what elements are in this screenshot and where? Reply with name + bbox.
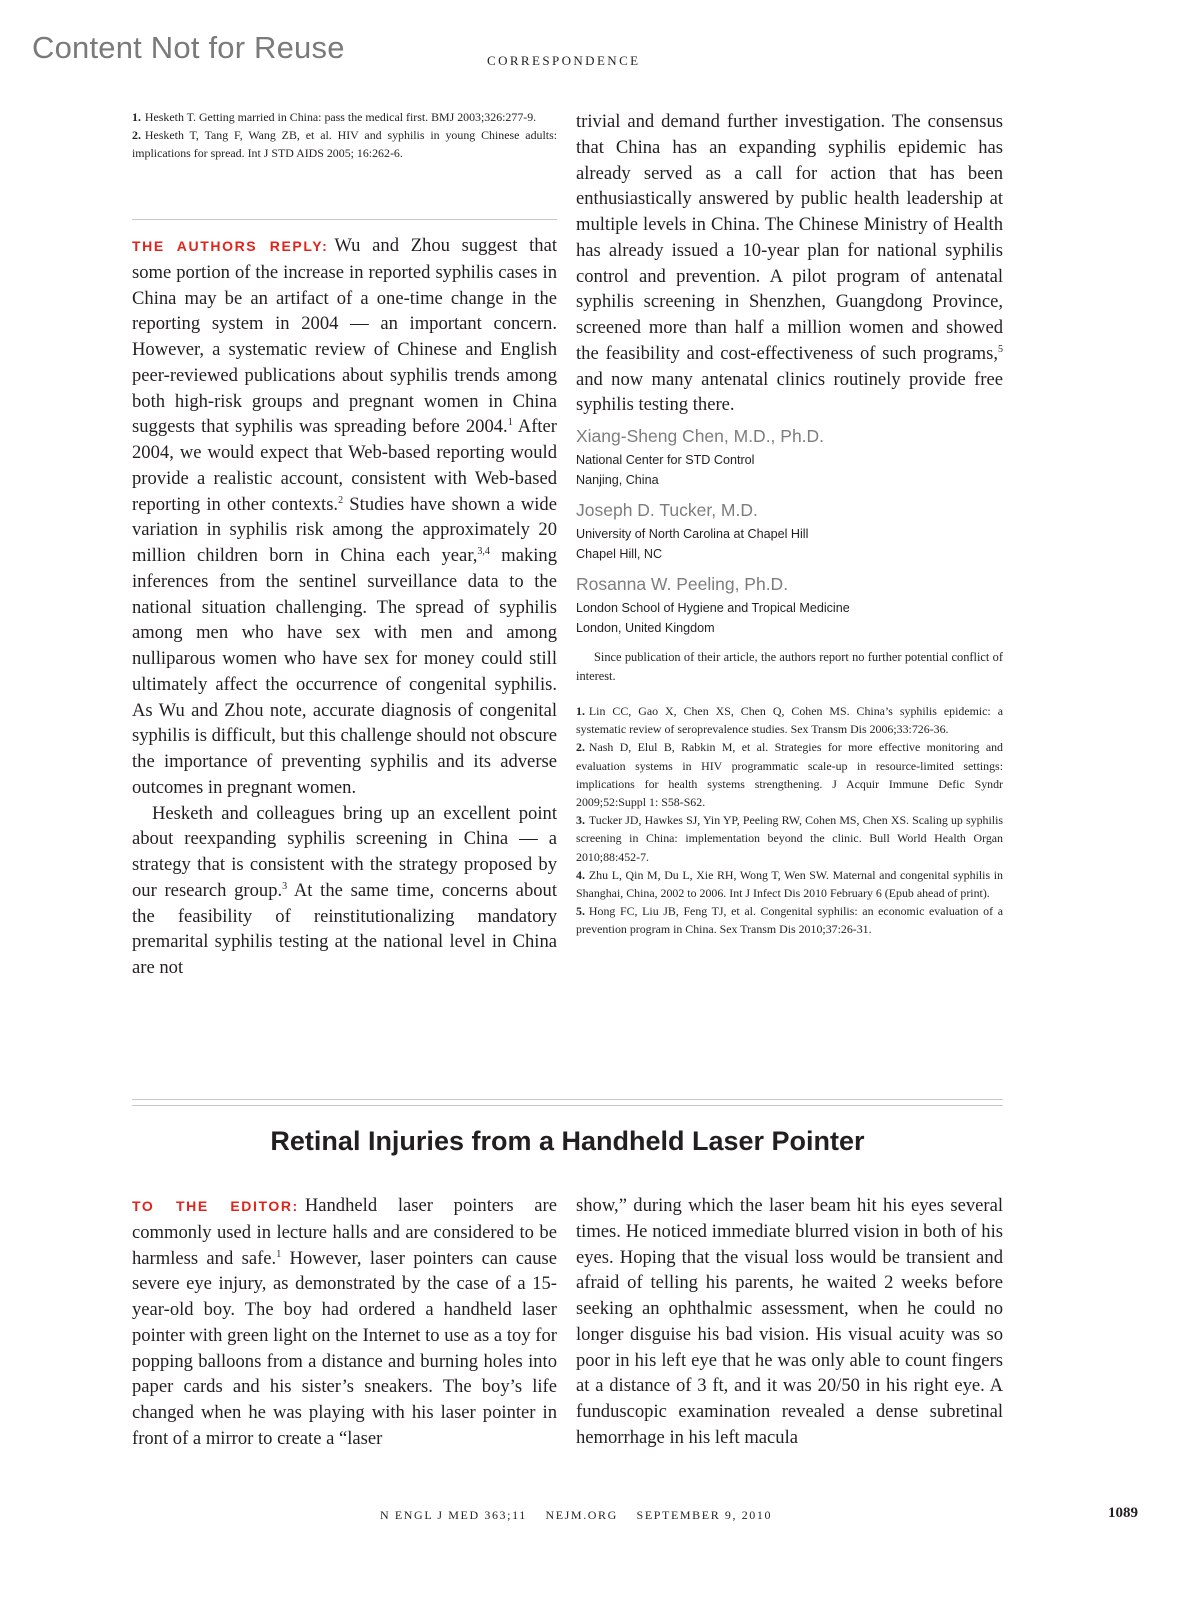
reply-paragraph-3: trivial and demand further investigation. The consensus that China has an expanding syphilis epidemic has already served as a call for action that has been enthusiastically answered by public health leadership at multiple levels in China. The Chinese Ministry of Health has already issued a 10-year plan for national syphilis control and prevention. A pilot program of antenatal syphilis screening in Shenzhen, Guangdong Province, screened more than half a million women and showed the feasibility and cost-effectiveness of such programs,$^5$ and now many antenatal clinics routinely provide free syphilis testing there. xyxy=(576,111,1003,416)
author-location: Chapel Hill, NC xyxy=(576,546,663,561)
author-location: Nanjing, China xyxy=(576,472,659,487)
reference-item: 2. Nash D, Elul B, Rabkin M, et al. Strategies for more effective monitoring and evaluation systems in HIV programmatic scale-up in resource-limited settings: implications for health systems strengthening. J Acquir Immune Defic Syndr 2009;52:Suppl 1: S58-S62. xyxy=(576,740,1003,810)
author-name: Rosanna W. Peeling, Ph.D. xyxy=(576,574,789,594)
reference-item: 2. Hesketh T, Tang F, Wang ZB, et al. HIV and syphilis in young Chinese adults: implications for spread. Int J STD AIDS 2005; 16:262-6. xyxy=(132,128,557,161)
page-number: 1089 xyxy=(1108,1505,1138,1521)
journal-site: NEJM.ORG xyxy=(545,1508,618,1522)
page-footer xyxy=(380,1508,786,1523)
running-head: CORRESPONDENCE xyxy=(487,53,641,68)
author-location: London, United Kingdom xyxy=(576,620,715,635)
author-entry xyxy=(576,426,1003,490)
article-divider xyxy=(132,1099,1003,1106)
author-affiliation: National Center for STD Control xyxy=(576,453,755,467)
reply-references xyxy=(576,702,1003,939)
reference-item: 5. Hong FC, Liu JB, Feng TJ, et al. Congenital syphilis: an economic evaluation of a prevention program in China. Sex Transm Dis 2010;37:26-31. xyxy=(576,904,1003,937)
author-name: Joseph D. Tucker, M.D. xyxy=(576,500,758,520)
author-list xyxy=(576,426,1003,638)
reference-item: 1. Lin CC, Gao X, Chen XS, Chen Q, Cohen MS. China’s syphilis epidemic: a systematic review of seroprevalence studies. Sex Transm Dis 2006;33:726-36. xyxy=(576,704,1003,737)
issue-date: SEPTEMBER 9, 2010 xyxy=(636,1508,773,1522)
article-paragraph-left: TO THE EDITOR: Handheld laser pointers are commonly used in lecture halls and are considered to be harmless and safe.$^1$ However, laser pointers can cause severe eye injury, as demonstrated by the case of a 15-year-old boy. The boy had ordered a handheld laser pointer with green light on the Internet to use as a toy for popping balloons from a distance and burning holes into paper cards and his sister’s sneakers. The boy’s life changed when he was playing with his laser pointer in front of a mirror to create a “laser xyxy=(132,1195,557,1449)
reply-right-column xyxy=(576,109,1003,939)
author-affiliation: London School of Hygiene and Tropical Medicine xyxy=(576,601,850,615)
article-right-column xyxy=(576,1193,1003,1451)
reply-left-column xyxy=(132,233,557,981)
reply-lead: THE AUTHORS REPLY: xyxy=(132,238,329,254)
top-references xyxy=(132,108,557,163)
author-affiliation: University of North Carolina at Chapel Hill xyxy=(576,527,809,541)
article-paragraph-right: show,” during which the laser beam hit his eyes several times. He noticed immediate blurred vision in both of his eyes. Hoping that the visual loss would be transient and afraid of telling his parents, he waited 2 weeks before seeking an ophthalmic assessment, when he could no longer disguise his bad vision. His visual acuity was so poor in his left eye that he was only able to count fingers at a distance of 3 ft, and it was 20/50 in his right eye. A funduscopic examination revealed a dense subretinal hemorrhage in his left macula xyxy=(576,1195,1003,1448)
author-entry xyxy=(576,574,1003,638)
conflict-disclosure: Since publication of their article, the authors report no further potential conflict of interest. xyxy=(576,650,1003,683)
article-title: Retinal Injuries from a Handheld Laser Pointer xyxy=(270,1126,865,1156)
section-divider xyxy=(132,219,557,220)
author-entry xyxy=(576,500,1003,564)
reference-item: 1. Hesketh T. Getting married in China: pass the medical first. BMJ 2003;326:277-9. xyxy=(132,110,537,124)
author-name: Xiang-Sheng Chen, M.D., Ph.D. xyxy=(576,426,825,446)
article-left-column xyxy=(132,1193,557,1452)
watermark: Content Not for Reuse xyxy=(32,30,345,65)
reference-item: 4. Zhu L, Qin M, Du L, Xie RH, Wong T, Wen SW. Maternal and congenital syphilis in Shanghai, China, 2002 to 2006. Int J Infect Dis 2010 February 6 (Epub ahead of print). xyxy=(576,867,1003,901)
journal-citation: N ENGL J MED 363;11 xyxy=(380,1508,527,1522)
reply-paragraph-2: Hesketh and colleagues bring up an excellent point about reexpanding syphilis screening in China — a strategy that is consistent with the strategy proposed by our research group.$^3$ At the same time, concerns about the feasibility of reinstitutionalizing mandatory premarital syphilis testing at the national level in China are not xyxy=(132,802,557,978)
article-lead: TO THE EDITOR: xyxy=(132,1198,299,1214)
reply-paragraph-1: THE AUTHORS REPLY: Wu and Zhou suggest that some portion of the increase in reported syphilis cases in China may be an artifact of a one-time change in the reporting system in 2004 — an important concern. However, a systematic review of Chinese and English peer-reviewed publications about syphilis trends among both high-risk groups and pregnant women in China suggests that syphilis was spreading before 2004.$^1$ After 2004, we would expect that Web-based reporting would provide a realistic account, consistent with Web-based reporting in other contexts.$^2$ Studies have shown a wide variation in syphilis risk among the approximately 20 million children born in China each year,$^{3,4}$ making inferences from the sentinel surveillance data to the national situation challenging. The spread of syphilis among men who have sex with men and among nulliparous women who have sex for money could still ultimately affect the occurrence of congenital syphilis. As Wu and Zhou note, accurate diagnosis of congenital syphilis is difficult, but this challenge should not obscure the importance of preventing syphilis and its adverse outcomes in pregnant women. xyxy=(132,235,558,798)
reference-item: 3. Tucker JD, Hawkes SJ, Yin YP, Peeling RW, Cohen MS, Chen XS. Scaling up syphilis screening in China: implementation beyond the clinic. Bull World Health Organ 2010;88:452-7. xyxy=(576,813,1003,864)
